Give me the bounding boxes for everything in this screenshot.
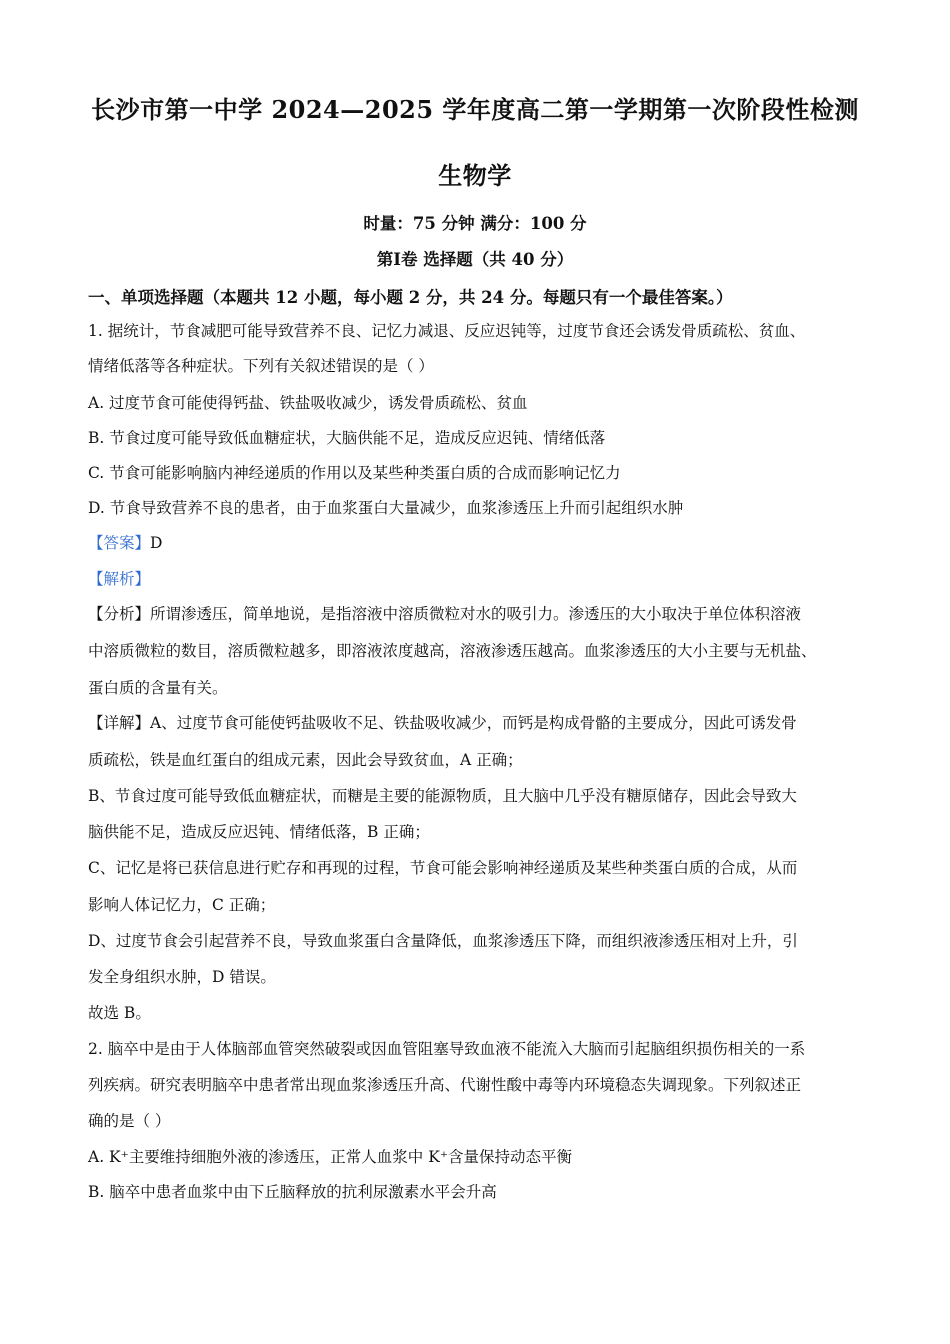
q1-analysis-line3: 蛋白质的含量有关。 <box>88 679 228 697</box>
q2-stem-line3: 确的是（ ） <box>88 1112 171 1130</box>
q1-option-d: D. 节食导致营养不良的患者，由于血浆蛋白大量减少，血浆渗透压上升而引起组织水肿 <box>88 499 684 517</box>
q1-detail-a-line2: 质疏松，铁是血红蛋白的组成元素，因此会导致贫血，A 正确； <box>88 751 523 769</box>
time-info: 时量：75 分钟 满分：100 分 <box>363 214 587 233</box>
q1-stem-line1: 1. 据统计，节食减肥可能导致营养不良、记忆力减退、反应迟钝等，过度节食还会诱发骨质疏松、贫血、 <box>88 322 806 340</box>
q1-analysis-line2: 中溶质微粒的数目，溶质微粒越多，即溶液浓度越高，溶液渗透压越高。血浆渗透压的大小主要与无机盐、 <box>88 642 817 660</box>
answer-tag: 【答案】 <box>88 534 151 552</box>
q1-detail-c-line1: C、记忆是将已获信息进行贮存和再现的过程，节食可能会影响神经递质及某些种类蛋白质的合成，从而 <box>88 859 798 877</box>
q2-option-a: A. K⁺主要维持细胞外液的渗透压，正常人血浆中 K⁺含量保持动态平衡 <box>88 1148 572 1166</box>
part-heading: 第Ⅰ卷 选择题（共 40 分） <box>376 250 574 269</box>
q2-stem-line1: 2. 脑卒中是由于人体脑部血管突然破裂或因血管阻塞导致血液不能流入大脑而引起脑组织损伤相关的一系 <box>88 1040 806 1058</box>
q1-option-b: B. 节食过度可能导致低血糖症状，大脑供能不足，造成反应迟钝、情绪低落 <box>88 429 606 447</box>
q1-conclusion: 故选 B。 <box>88 1004 151 1022</box>
q2-option-b: B. 脑卒中患者血浆中由下丘脑释放的抗利尿激素水平会升高 <box>88 1183 497 1201</box>
analysis-tag: 【解析】 <box>88 570 151 588</box>
q1-detail-d-line1: D、过度节食会引起营养不良，导致血浆蛋白含量降低，血浆渗透压下降，而组织液渗透压相对上升，引 <box>88 932 798 950</box>
subject-title: 生物学 <box>438 161 512 190</box>
q1-answer <box>88 533 162 553</box>
q1-option-a: A. 过度节食可能使得钙盐、铁盐吸收减少，诱发骨质疏松、贫血 <box>88 394 528 412</box>
answer-value: D <box>150 534 163 552</box>
exam-title: 长沙市第一中学 2024—2025 学年度高二第一学期第一次阶段性检测 <box>91 95 859 124</box>
q1-detail-b-line2: 脑供能不足，造成反应迟钝、情绪低落，B 正确； <box>88 823 430 841</box>
section-heading: 一、单项选择题（本题共 12 小题，每小题 2 分，共 24 分。每题只有一个最佳答案。） <box>88 288 733 307</box>
q2-stem-line2: 列疾病。研究表明脑卒中患者常出现血浆渗透压升高、代谢性酸中毒等内环境稳态失调现象。下列叙述正 <box>88 1076 802 1094</box>
q1-stem-line2: 情绪低落等各种症状。下列有关叙述错误的是（ ） <box>88 357 434 375</box>
q1-detail-c-line2: 影响人体记忆力，C 正确； <box>88 896 276 914</box>
q1-option-c: C. 节食可能影响脑内神经递质的作用以及某些种类蛋白质的合成而影响记忆力 <box>88 464 621 482</box>
q1-analysis-line1: 【分析】所谓渗透压，简单地说，是指溶液中溶质微粒对水的吸引力。渗透压的大小取决于单位体积溶液 <box>88 605 802 623</box>
q1-detail-d-line2: 发全身组织水肿，D 错误。 <box>88 968 276 986</box>
q1-detail-a-line1: 【详解】A、过度节食可能使钙盐吸收不足、铁盐吸收减少，而钙是构成骨骼的主要成分，因此可诱发骨 <box>88 714 797 732</box>
q1-detail-b-line1: B、节食过度可能导致低血糖症状，而糖是主要的能源物质，且大脑中几乎没有糖原储存，因此会导致大 <box>88 787 797 805</box>
